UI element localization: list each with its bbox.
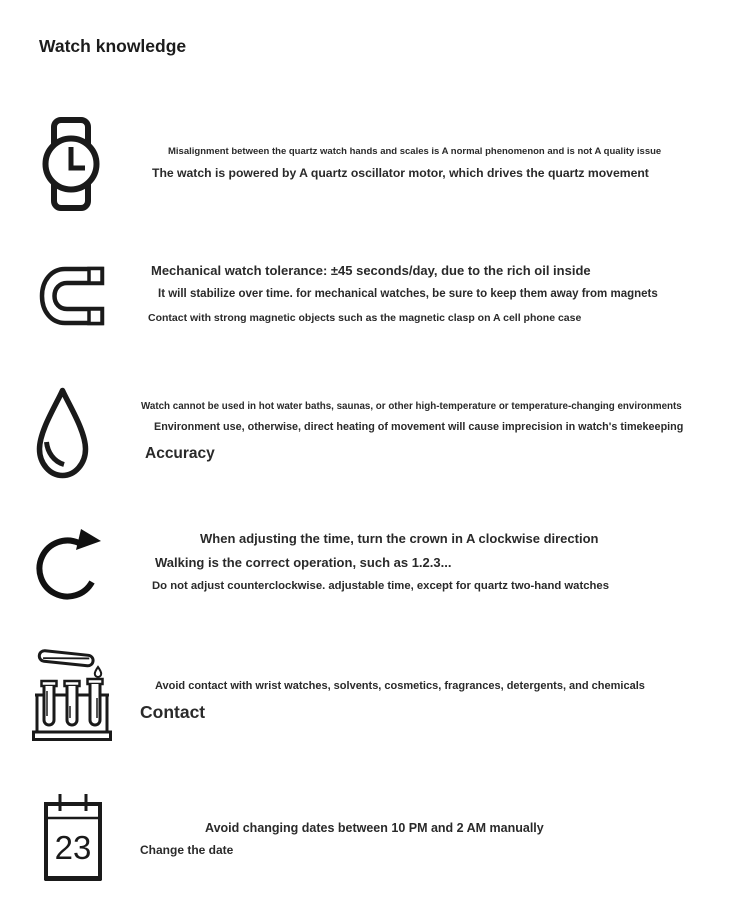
magnet-sub-text: It will stabilize over time. for mechanical watches, be sure to keep them away from magnets — [158, 288, 658, 300]
contact-heading: Contact — [140, 702, 206, 722]
quartz-main-text: The watch is powered by A quartz oscillator motor, which drives the quartz movement — [152, 166, 649, 180]
date-main-text: Avoid changing dates between 10 PM and 2 AM manually — [205, 821, 544, 835]
date-sub-text: Change the date — [140, 843, 234, 857]
magnet-icon — [39, 266, 105, 326]
test-tubes-icon — [32, 648, 112, 742]
contact-sub-text: Avoid contact with wrist watches, solvents, cosmetics, fragrances, detergents, and chemicals — [155, 680, 645, 692]
crown-note-text: Do not adjust counterclockwise. adjustable time, except for quartz two-hand watches — [152, 580, 609, 592]
water-drop-icon — [35, 386, 90, 480]
clockwise-arrow-icon — [35, 528, 102, 602]
accuracy-heading: Accuracy — [145, 445, 215, 462]
calendar-day: 23 — [54, 829, 92, 866]
magnet-note-text: Contact with strong magnetic objects such as the magnetic clasp on A cell phone case — [148, 312, 582, 324]
temperature-note-text: Watch cannot be used in hot water baths, saunas, or other high-temperature or temperature-changing environments — [141, 401, 682, 412]
crown-main-text: When adjusting the time, turn the crown in A clockwise direction — [200, 531, 599, 546]
magnet-main-text: Mechanical watch tolerance: ±45 seconds/day, due to the rich oil inside — [151, 263, 591, 278]
page-title: Watch knowledge — [39, 36, 187, 56]
crown-sub-text: Walking is the correct operation, such as 1.2.3... — [155, 555, 452, 570]
temperature-sub-text: Environment use, otherwise, direct heating of movement will cause imprecision in watch's timekeeping — [154, 421, 684, 433]
wristwatch-icon — [42, 117, 100, 211]
quartz-note-text: Misalignment between the quartz watch hands and scales is A normal phenomenon and is not A quality issue — [168, 146, 662, 157]
calendar-icon — [43, 793, 103, 883]
